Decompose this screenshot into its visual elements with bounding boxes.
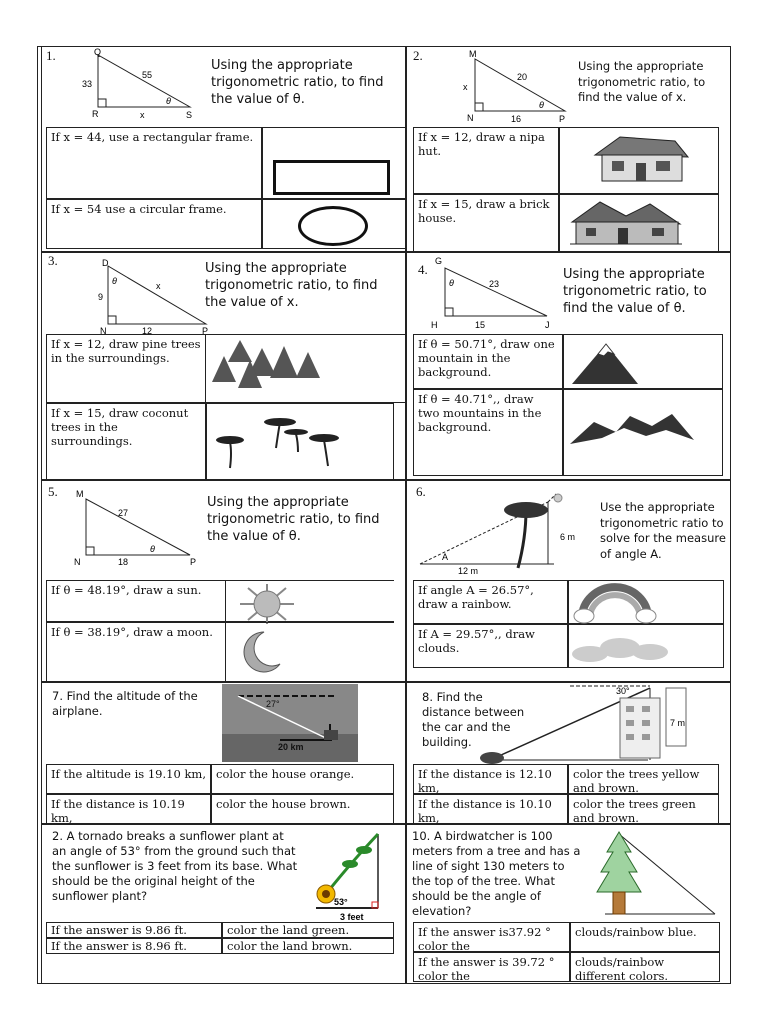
p10-option-1-action: clouds/rainbow blue. <box>570 922 720 952</box>
p5-option-1: If θ = 48.19°, draw a sun. <box>46 580 226 622</box>
problem-4-prompt: Using the appropriate trigonometric ratio, to find the value of θ. <box>563 267 707 316</box>
problem-5-triangle <box>70 485 210 570</box>
p7-option-1-action: color the house orange. <box>211 764 394 794</box>
problem-1-number: 1. <box>46 48 56 63</box>
label-55: 55 <box>142 70 153 80</box>
problem-6-number: 6. <box>416 484 426 499</box>
problem-3-number: 3. <box>48 253 58 268</box>
p2-option-1: If x = 12, draw a nipa hut. <box>413 127 559 194</box>
p6-option-2: If A = 29.57°,, draw clouds. <box>413 624 568 668</box>
p9-option-2-condition: If the answer is 8.96 ft. <box>46 938 222 954</box>
p1-option-2: If x = 54 use a circular frame. <box>46 199 262 249</box>
coconut-trees-icon <box>210 412 345 470</box>
p5-option-2: If θ = 38.19°, draw a moon. <box>46 622 226 682</box>
p10-option-1-condition: If the answer is37.92 ° color the <box>413 922 570 952</box>
svg-text:30°: 30° <box>616 686 630 696</box>
tree-diagram <box>595 830 723 922</box>
label-q: Q <box>94 47 102 57</box>
circular-frame-icon <box>298 206 368 246</box>
svg-text:18: 18 <box>118 557 129 567</box>
svg-text:A: A <box>442 552 449 562</box>
one-mountain-icon <box>570 340 640 386</box>
svg-text:M: M <box>469 49 477 59</box>
problem-8-title: 8. Find the distance between the car and the building. <box>422 690 525 749</box>
p3-option-1: If x = 12, draw pine trees in the surroundings. <box>46 334 206 403</box>
problem-7-title: 7. Find the altitude of the airplane. <box>52 689 198 718</box>
svg-text:6 m: 6 m <box>560 532 576 542</box>
svg-text:N: N <box>100 326 107 334</box>
label-r: R <box>92 109 99 119</box>
p9-option-1-action: color the land green. <box>222 922 394 938</box>
problem-1-prompt: Using the appropriate trigonometric ratio, to find the value of θ. <box>211 58 384 107</box>
problem-1-triangle <box>78 45 208 125</box>
svg-text:J: J <box>545 320 550 330</box>
problem-6-diagram <box>414 488 592 580</box>
p9-option-1-condition: If the answer is 9.86 ft. <box>46 922 222 938</box>
problem-4-number: 4. <box>418 262 428 277</box>
p7-option-2-condition: If the distance is 10.19 km, <box>46 794 211 824</box>
svg-text:P: P <box>559 114 566 124</box>
svg-text:12: 12 <box>142 326 153 334</box>
svg-text:P: P <box>202 326 209 334</box>
svg-text:27: 27 <box>118 508 129 518</box>
p10-option-2-action: clouds/rainbow different colors. <box>570 952 720 982</box>
svg-text:D: D <box>102 258 109 268</box>
svg-text:x: x <box>156 281 161 291</box>
svg-text:23: 23 <box>489 279 500 289</box>
problem-4-triangle <box>425 254 565 334</box>
p4-option-2: If θ = 40.71°,, draw two mountains in the background. <box>413 389 563 476</box>
problem-2-triangle <box>455 47 575 127</box>
p9-option-2-action: color the land brown. <box>222 938 394 954</box>
sunflower-diagram <box>304 830 394 922</box>
svg-text:20 km: 20 km <box>278 742 304 752</box>
svg-text:20: 20 <box>517 72 528 82</box>
rectangular-frame-icon <box>273 160 390 195</box>
two-mountains-icon <box>568 408 696 446</box>
svg-text:27°: 27° <box>266 699 280 709</box>
label-theta: θ <box>166 96 171 106</box>
p10-option-2-condition: If the answer is 39.72 ° color the <box>413 952 570 982</box>
svg-text:θ: θ <box>539 100 544 110</box>
car-building-diagram <box>470 682 695 777</box>
svg-text:3 feet: 3 feet <box>340 912 364 922</box>
svg-text:P: P <box>190 557 197 567</box>
svg-text:N: N <box>467 113 474 123</box>
p8-option-1-condition: If the distance is 12.10 km, <box>413 764 568 794</box>
label-33: 33 <box>82 79 93 89</box>
problem-6-prompt: Use the appropriate trigonometric ratio to solve for the measure of angle A. <box>600 500 726 561</box>
svg-text:θ: θ <box>150 544 155 554</box>
nipa-hut-icon <box>590 135 690 187</box>
p1-option-1: If x = 44, use a rectangular frame. <box>46 127 262 199</box>
svg-text:12 m: 12 m <box>458 566 479 576</box>
p8-option-2-condition: If the distance is 10.10 km, <box>413 794 568 824</box>
problem-2-number: 2. <box>413 48 423 63</box>
svg-text:16: 16 <box>511 114 522 124</box>
p6-option-1: If angle A = 26.57°, draw a rainbow. <box>413 580 568 624</box>
problem-9-title: 2. A tornado breaks a sunflower plant at an angle of 53° from the ground such that the sunflower is 3 feet from its base. What should be the original height of the sunflower plant? <box>52 829 298 903</box>
p2-option-2: If x = 15, draw a brick house. <box>413 194 559 252</box>
problem-3-prompt: Using the appropriate trigonometric ratio, to find the value of x. <box>205 261 378 310</box>
svg-text:9: 9 <box>98 292 104 302</box>
svg-text:7 m: 7 m <box>670 718 686 728</box>
problem-2-prompt: Using the appropriate trigonometric ratio, to find the value of x. <box>578 59 706 104</box>
svg-text:x: x <box>463 82 468 92</box>
problem-5-number: 5. <box>48 484 58 499</box>
svg-text:53°: 53° <box>334 897 348 907</box>
svg-text:M: M <box>76 489 84 499</box>
rainbow-icon <box>572 582 658 624</box>
pine-trees-icon <box>210 338 322 394</box>
p8-option-1-action: color the trees yellow and brown. <box>568 764 719 794</box>
p7-option-1-condition: If the altitude is 19.10 km, <box>46 764 211 794</box>
problem-3-triangle <box>90 254 220 334</box>
svg-text:H: H <box>431 320 438 330</box>
airplane-scene <box>222 684 358 762</box>
svg-text:θ: θ <box>112 276 117 286</box>
label-s: S <box>186 110 193 120</box>
moon-icon <box>234 628 284 676</box>
svg-text:G: G <box>435 256 443 266</box>
p4-option-1: If θ = 50.71°, draw one mountain in the background. <box>413 334 563 389</box>
svg-text:θ: θ <box>449 278 454 288</box>
clouds-icon <box>570 632 670 664</box>
p8-option-2-action: color the trees green and brown. <box>568 794 719 824</box>
p3-option-2: If x = 15, draw coconut trees in the surroundings. <box>46 403 206 480</box>
label-x: x <box>140 110 145 120</box>
svg-text:15: 15 <box>475 320 486 330</box>
problem-10-title: 10. A birdwatcher is 100 meters from a tree and has a line of sight 130 meters to the top of the tree. What should be the angle of elevation? <box>412 829 581 918</box>
svg-text:N: N <box>74 557 81 567</box>
sun-icon <box>228 584 306 624</box>
brick-house-icon <box>570 200 682 248</box>
p7-option-2-action: color the house brown. <box>211 794 394 824</box>
problem-5-prompt: Using the appropriate trigonometric ratio, to find the value of θ. <box>207 495 380 544</box>
